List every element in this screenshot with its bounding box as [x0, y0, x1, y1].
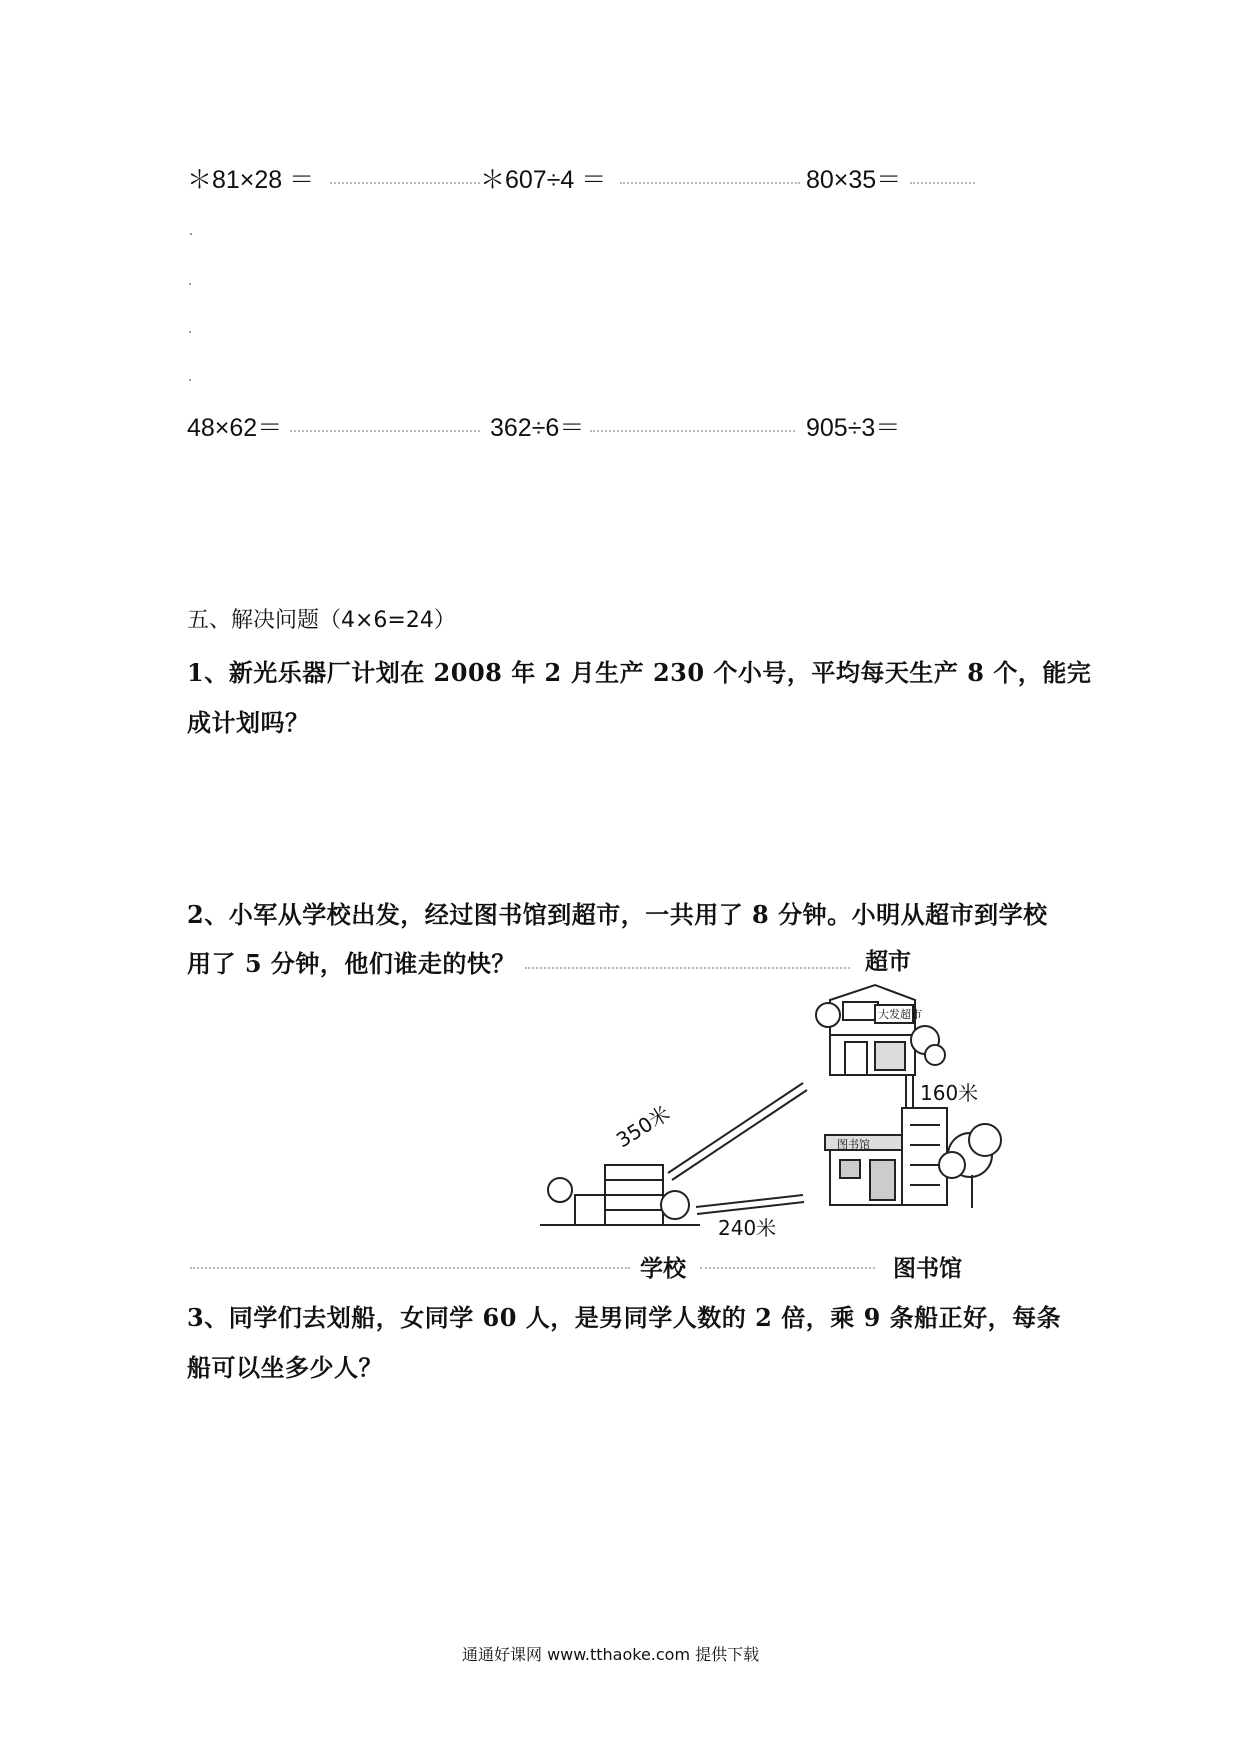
scan-speck [189, 331, 191, 333]
distance-school-supermarket: 350米 [611, 1101, 674, 1153]
calc-item: 80×35＝ [806, 166, 902, 194]
answer-blank[interactable] [910, 182, 975, 184]
page-footer: 通通好课网 www.tthaoke.com 提供下载 [462, 1645, 760, 1664]
question-text: 1、新光乐器厂计划在 2008 年 2 月生产 230 个小号，平均每天生产 8 个，能完 [187, 658, 1092, 687]
library-sign: 图书馆 [837, 1138, 870, 1151]
library-label: 图书馆 [893, 1256, 962, 1282]
supermarket-building [816, 985, 945, 1075]
question-text: 船可以坐多少人？ [187, 1353, 383, 1382]
supermarket-sign: 大发超市 [878, 1008, 922, 1021]
supermarket-label: 超市 [865, 949, 911, 975]
calc-item: ＊81×28 ＝ [187, 166, 315, 194]
library-building [825, 1108, 1001, 1208]
question-text: 3、同学们去划船，女同学 60 人，是男同学人数的 2 倍，乘 9 条船正好，每条 [187, 1303, 1062, 1332]
road-school-supermarket [668, 1083, 803, 1173]
distance-school-library: 240米 [718, 1216, 777, 1240]
answer-blank[interactable] [330, 182, 480, 184]
scan-speck [189, 379, 191, 381]
school-label: 学校 [640, 1256, 686, 1282]
answer-blank[interactable] [290, 430, 480, 432]
answer-blank[interactable] [700, 1267, 875, 1269]
calc-item: ＊607÷4 ＝ [480, 166, 607, 194]
calc-item: 362÷6＝ [490, 414, 585, 442]
calc-item: 48×62＝ [187, 414, 283, 442]
scan-speck [190, 233, 192, 235]
question-text: 成计划吗？ [187, 708, 310, 737]
calc-item: 905÷3＝ [806, 414, 901, 442]
road-school-supermarket [672, 1090, 807, 1180]
road-school-library [696, 1195, 803, 1207]
answer-blank[interactable] [525, 967, 850, 969]
answer-blank[interactable] [620, 182, 800, 184]
question-text: 用了 5 分钟，他们谁走的快？ [187, 949, 516, 978]
route-map-illustration [540, 980, 1020, 1245]
answer-blank[interactable] [190, 1267, 630, 1269]
question-text: 2、小军从学校出发，经过图书馆到超市，一共用了 8 分钟。小明从超市到学校 [187, 900, 1048, 929]
school-building [540, 1165, 700, 1225]
scan-speck [189, 283, 191, 285]
section-heading: 五、解决问题（4×6=24） [187, 608, 456, 633]
road-school-library [697, 1202, 804, 1214]
answer-blank[interactable] [590, 430, 795, 432]
distance-library-supermarket: 160米 [920, 1081, 979, 1105]
